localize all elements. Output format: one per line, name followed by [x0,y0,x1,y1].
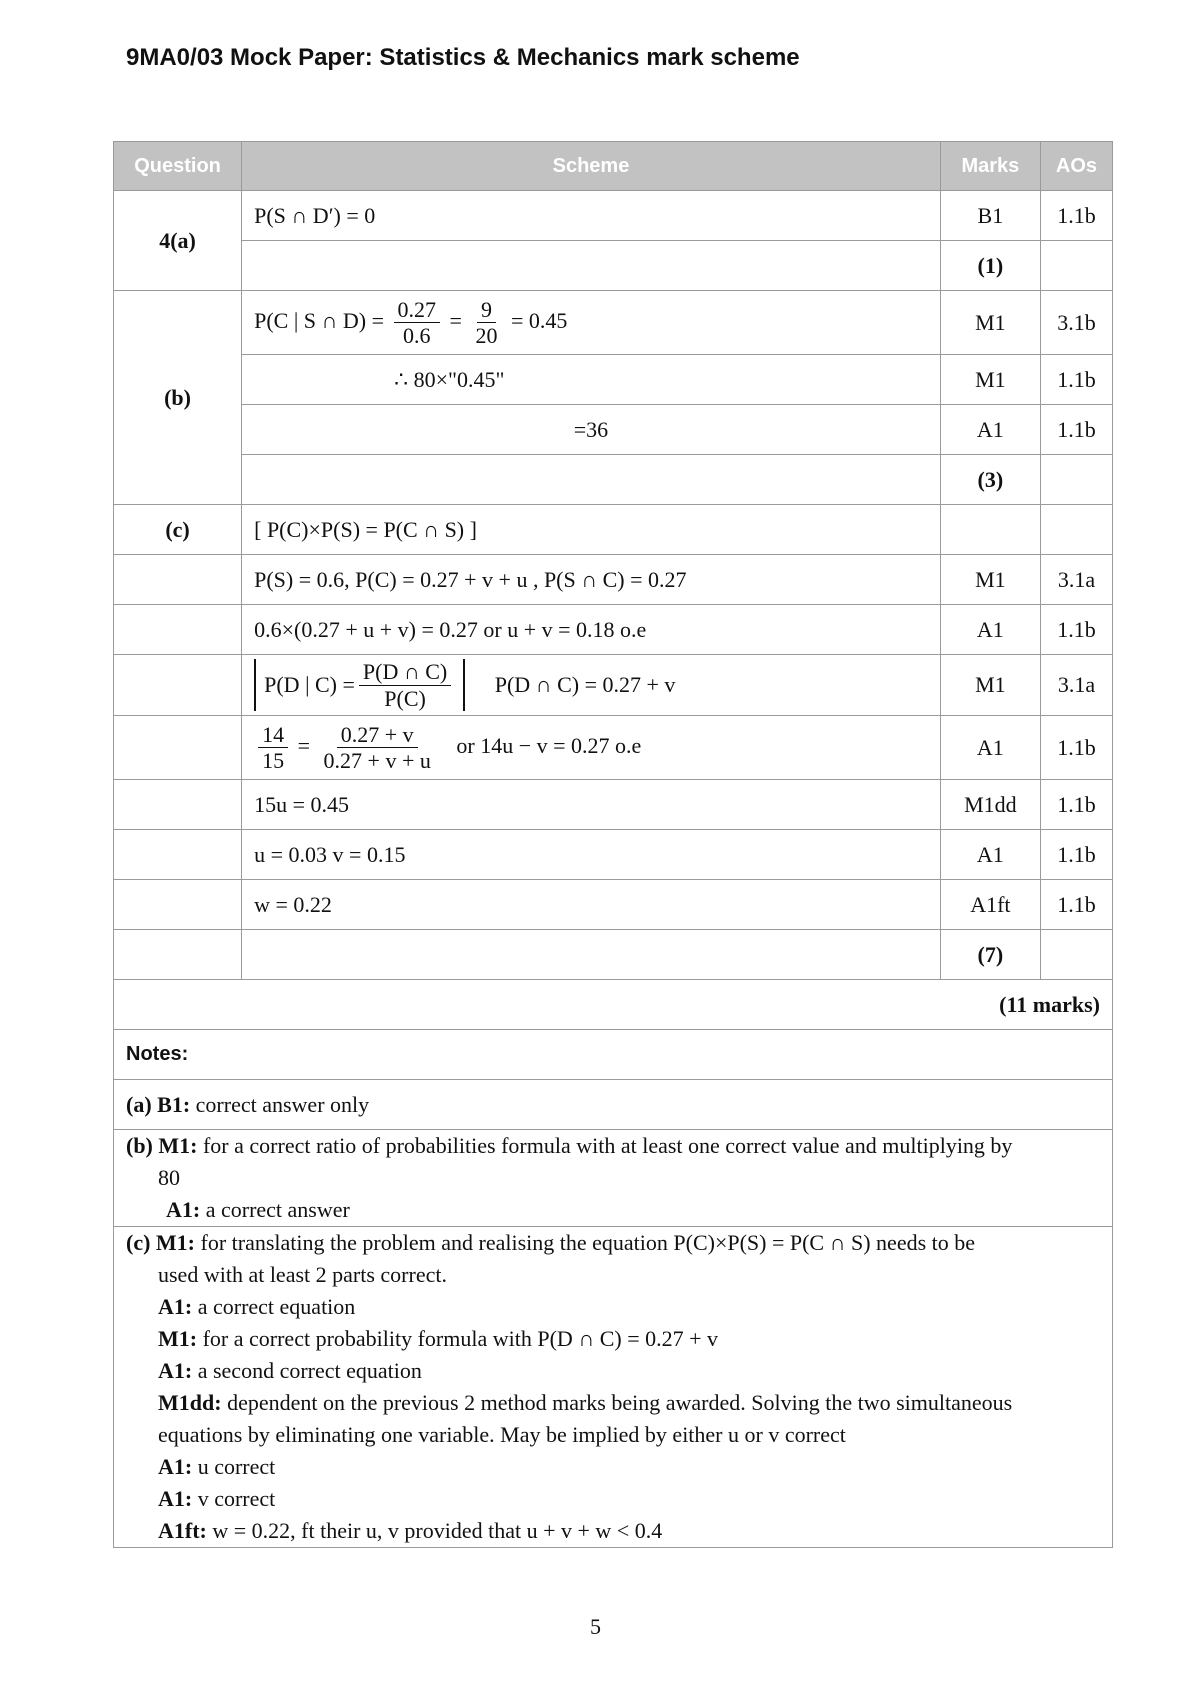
note-line: equations by eliminating one variable. May be implied by either u or v correct [158,1422,846,1447]
ao-cell: 3.1a [1040,655,1112,716]
note-tag: A1: [158,1358,193,1383]
table-row [114,780,1113,830]
note-line [126,1483,1100,1515]
question-cell-empty [114,605,242,655]
fraction-numerator: 14 [258,722,288,748]
mark-cell: M1 [940,355,1040,405]
fraction [471,297,501,349]
scheme-cell: [ P(C)×P(S) = P(C ∩ S) ] [242,505,941,555]
scheme-cell: 15u = 0.45 [242,780,941,830]
note-b [114,1130,1113,1227]
scheme-cell-empty [242,455,941,505]
table-row [114,930,1113,980]
mark-cell: A1ft [940,880,1040,930]
question-cell-empty [114,830,242,880]
total-marks: (11 marks) [114,980,1113,1030]
notes-row-b [114,1130,1113,1227]
ao-cell: 1.1b [1040,355,1112,405]
note-line [126,1387,1100,1419]
scheme-cell [242,716,941,780]
note-c [114,1227,1113,1548]
note-tag: A1: [158,1454,193,1479]
notes-header-row [114,1030,1113,1080]
subtotal-cell: (1) [940,241,1040,291]
note-tag: A1: [158,1486,193,1511]
fraction-numerator: 0.27 [394,297,441,323]
ao-cell-empty [1040,241,1112,291]
scheme-cell-empty [242,930,941,980]
header-marks: Marks [940,142,1040,191]
question-cell-empty [114,555,242,605]
table-row [114,291,1113,355]
notes-row-c [114,1227,1113,1548]
table-row [114,830,1113,880]
fraction-denominator: 0.27 + v + u [323,748,431,773]
mark-cell: B1 [940,191,1040,241]
ao-cell: 1.1b [1040,716,1112,780]
fraction-numerator: 9 [477,297,496,323]
table-row [114,455,1113,505]
table-row [114,405,1113,455]
table-row [114,555,1113,605]
note-text: w = 0.22, ft their u, v provided that u + v + w < 0.4 [206,1518,663,1543]
note-line: used with at least 2 parts correct. [158,1262,447,1287]
scheme-text: ∴ 80×"0.45" [394,366,505,392]
scheme-cell [242,655,941,716]
note-text: for a correct ratio of probabilities formula with at least one correct value and multiplying by [197,1133,1013,1158]
table-row [114,655,1113,716]
table-row [114,355,1113,405]
note-a [114,1080,1113,1130]
ao-cell: 1.1b [1040,605,1112,655]
note-tag: (a) B1: [126,1091,191,1117]
note-tag: A1: [158,1294,193,1319]
ao-cell: 1.1b [1040,880,1112,930]
note-tag: A1ft: [158,1518,207,1543]
ao-cell: 1.1b [1040,191,1112,241]
header-question: Question [114,142,242,191]
ao-cell: 1.1b [1040,830,1112,880]
formula-prefix: P(D | C) = [264,672,355,697]
page-number: 5 [590,1614,601,1639]
note-line [126,1227,1100,1259]
mark-cell: M1dd [940,780,1040,830]
note-tag: A1: [166,1197,201,1222]
mark-cell: M1 [940,291,1040,355]
mark-cell: M1 [940,555,1040,605]
question-cell-empty [114,716,242,780]
subtotal-cell: (7) [940,930,1040,980]
question-label-4a: 4(a) [114,191,242,291]
header-aos: AOs [1040,142,1112,191]
note-text: for translating the problem and realising the equation P(C)×P(S) = P(C ∩ S) needs to be [195,1230,976,1255]
formula-prefix: P(C | S ∩ D) = [254,307,385,333]
note-text: for a correct probability formula with P(D ∩ C) = 0.27 + v [197,1326,719,1351]
fraction [320,722,435,774]
note-text: u correct [192,1454,276,1479]
equals-sign: = [449,307,462,333]
note-line [126,1451,1100,1483]
scheme-cell [242,355,941,405]
note-line [126,1194,1100,1226]
scheme-cell: =36 [242,405,941,455]
table-row [114,241,1113,291]
header-scheme: Scheme [242,142,941,191]
total-row [114,980,1113,1030]
fraction-denominator: 15 [262,748,285,773]
note-tag: M1: [158,1326,198,1351]
table-row [114,605,1113,655]
ao-cell-empty [1040,930,1112,980]
note-line [126,1355,1100,1387]
note-tag: (c) M1: [126,1230,196,1255]
note-line: 80 [158,1165,180,1190]
question-cell-empty [114,880,242,930]
scheme-cell: u = 0.03 v = 0.15 [242,830,941,880]
ao-cell: 3.1a [1040,555,1112,605]
formula-result: = 0.45 [510,307,568,333]
note-text: a correct answer [200,1197,350,1222]
scheme-cell: 0.6×(0.27 + u + v) = 0.27 or u + v = 0.18 o.e [242,605,941,655]
question-label-c: (c) [114,505,242,555]
subtotal-cell: (3) [940,455,1040,505]
bracketed-formula [254,659,465,711]
question-label-b: (b) [114,291,242,505]
ao-cell-empty [1040,505,1112,555]
equals-sign: = [297,732,311,758]
note-text: correct answer only [190,1091,370,1117]
note-text: v correct [192,1486,276,1511]
note-line [126,1130,1100,1162]
table-row [114,880,1113,930]
notes-row-a [114,1080,1113,1130]
table-row [114,505,1113,555]
fraction-denominator: 20 [475,323,498,348]
mark-cell: A1 [940,716,1040,780]
fraction-numerator: P(D ∩ C) [359,659,451,685]
fraction-denominator: P(C) [384,685,426,711]
formula-suffix: P(D ∩ C) = 0.27 + v [494,672,676,697]
mark-cell: A1 [940,605,1040,655]
note-tag: M1dd: [158,1390,222,1415]
fraction [258,722,288,774]
page-title: 9MA0/03 Mock Paper: Statistics & Mechanics mark scheme [126,44,800,71]
ao-cell: 3.1b [1040,291,1112,355]
note-text: a second correct equation [192,1358,422,1383]
table-header-row [114,142,1113,191]
fraction-numerator: 0.27 + v [337,722,418,748]
ao-cell: 1.1b [1040,405,1112,455]
note-text: dependent on the previous 2 method marks being awarded. Solving the two simultaneous [221,1390,1013,1415]
note-line [126,1515,1100,1547]
mark-cell: A1 [940,405,1040,455]
question-cell-empty [114,930,242,980]
question-cell-empty [114,780,242,830]
note-line [126,1323,1100,1355]
scheme-cell: w = 0.22 [242,880,941,930]
fraction-denominator: 0.6 [403,323,431,348]
scheme-cell-empty [242,241,941,291]
fraction [359,659,451,711]
table-row [114,716,1113,780]
ao-cell: 1.1b [1040,780,1112,830]
scheme-cell: P(S) = 0.6, P(C) = 0.27 + v + u , P(S ∩ C) = 0.27 [242,555,941,605]
notes-label: Notes: [114,1030,1113,1080]
mark-cell-empty [940,505,1040,555]
table-row [114,191,1113,241]
mark-scheme-table [113,141,1113,1548]
ao-cell-empty [1040,455,1112,505]
scheme-cell: P(S ∩ D′) = 0 [242,191,941,241]
note-line [126,1291,1100,1323]
note-tag: (b) M1: [126,1133,198,1158]
mark-cell: M1 [940,655,1040,716]
mark-cell: A1 [940,830,1040,880]
question-cell-empty [114,655,242,716]
note-text: a correct equation [192,1294,356,1319]
formula-suffix: or 14u − v = 0.27 o.e [456,732,642,758]
scheme-cell [242,291,941,355]
fraction [394,297,441,349]
